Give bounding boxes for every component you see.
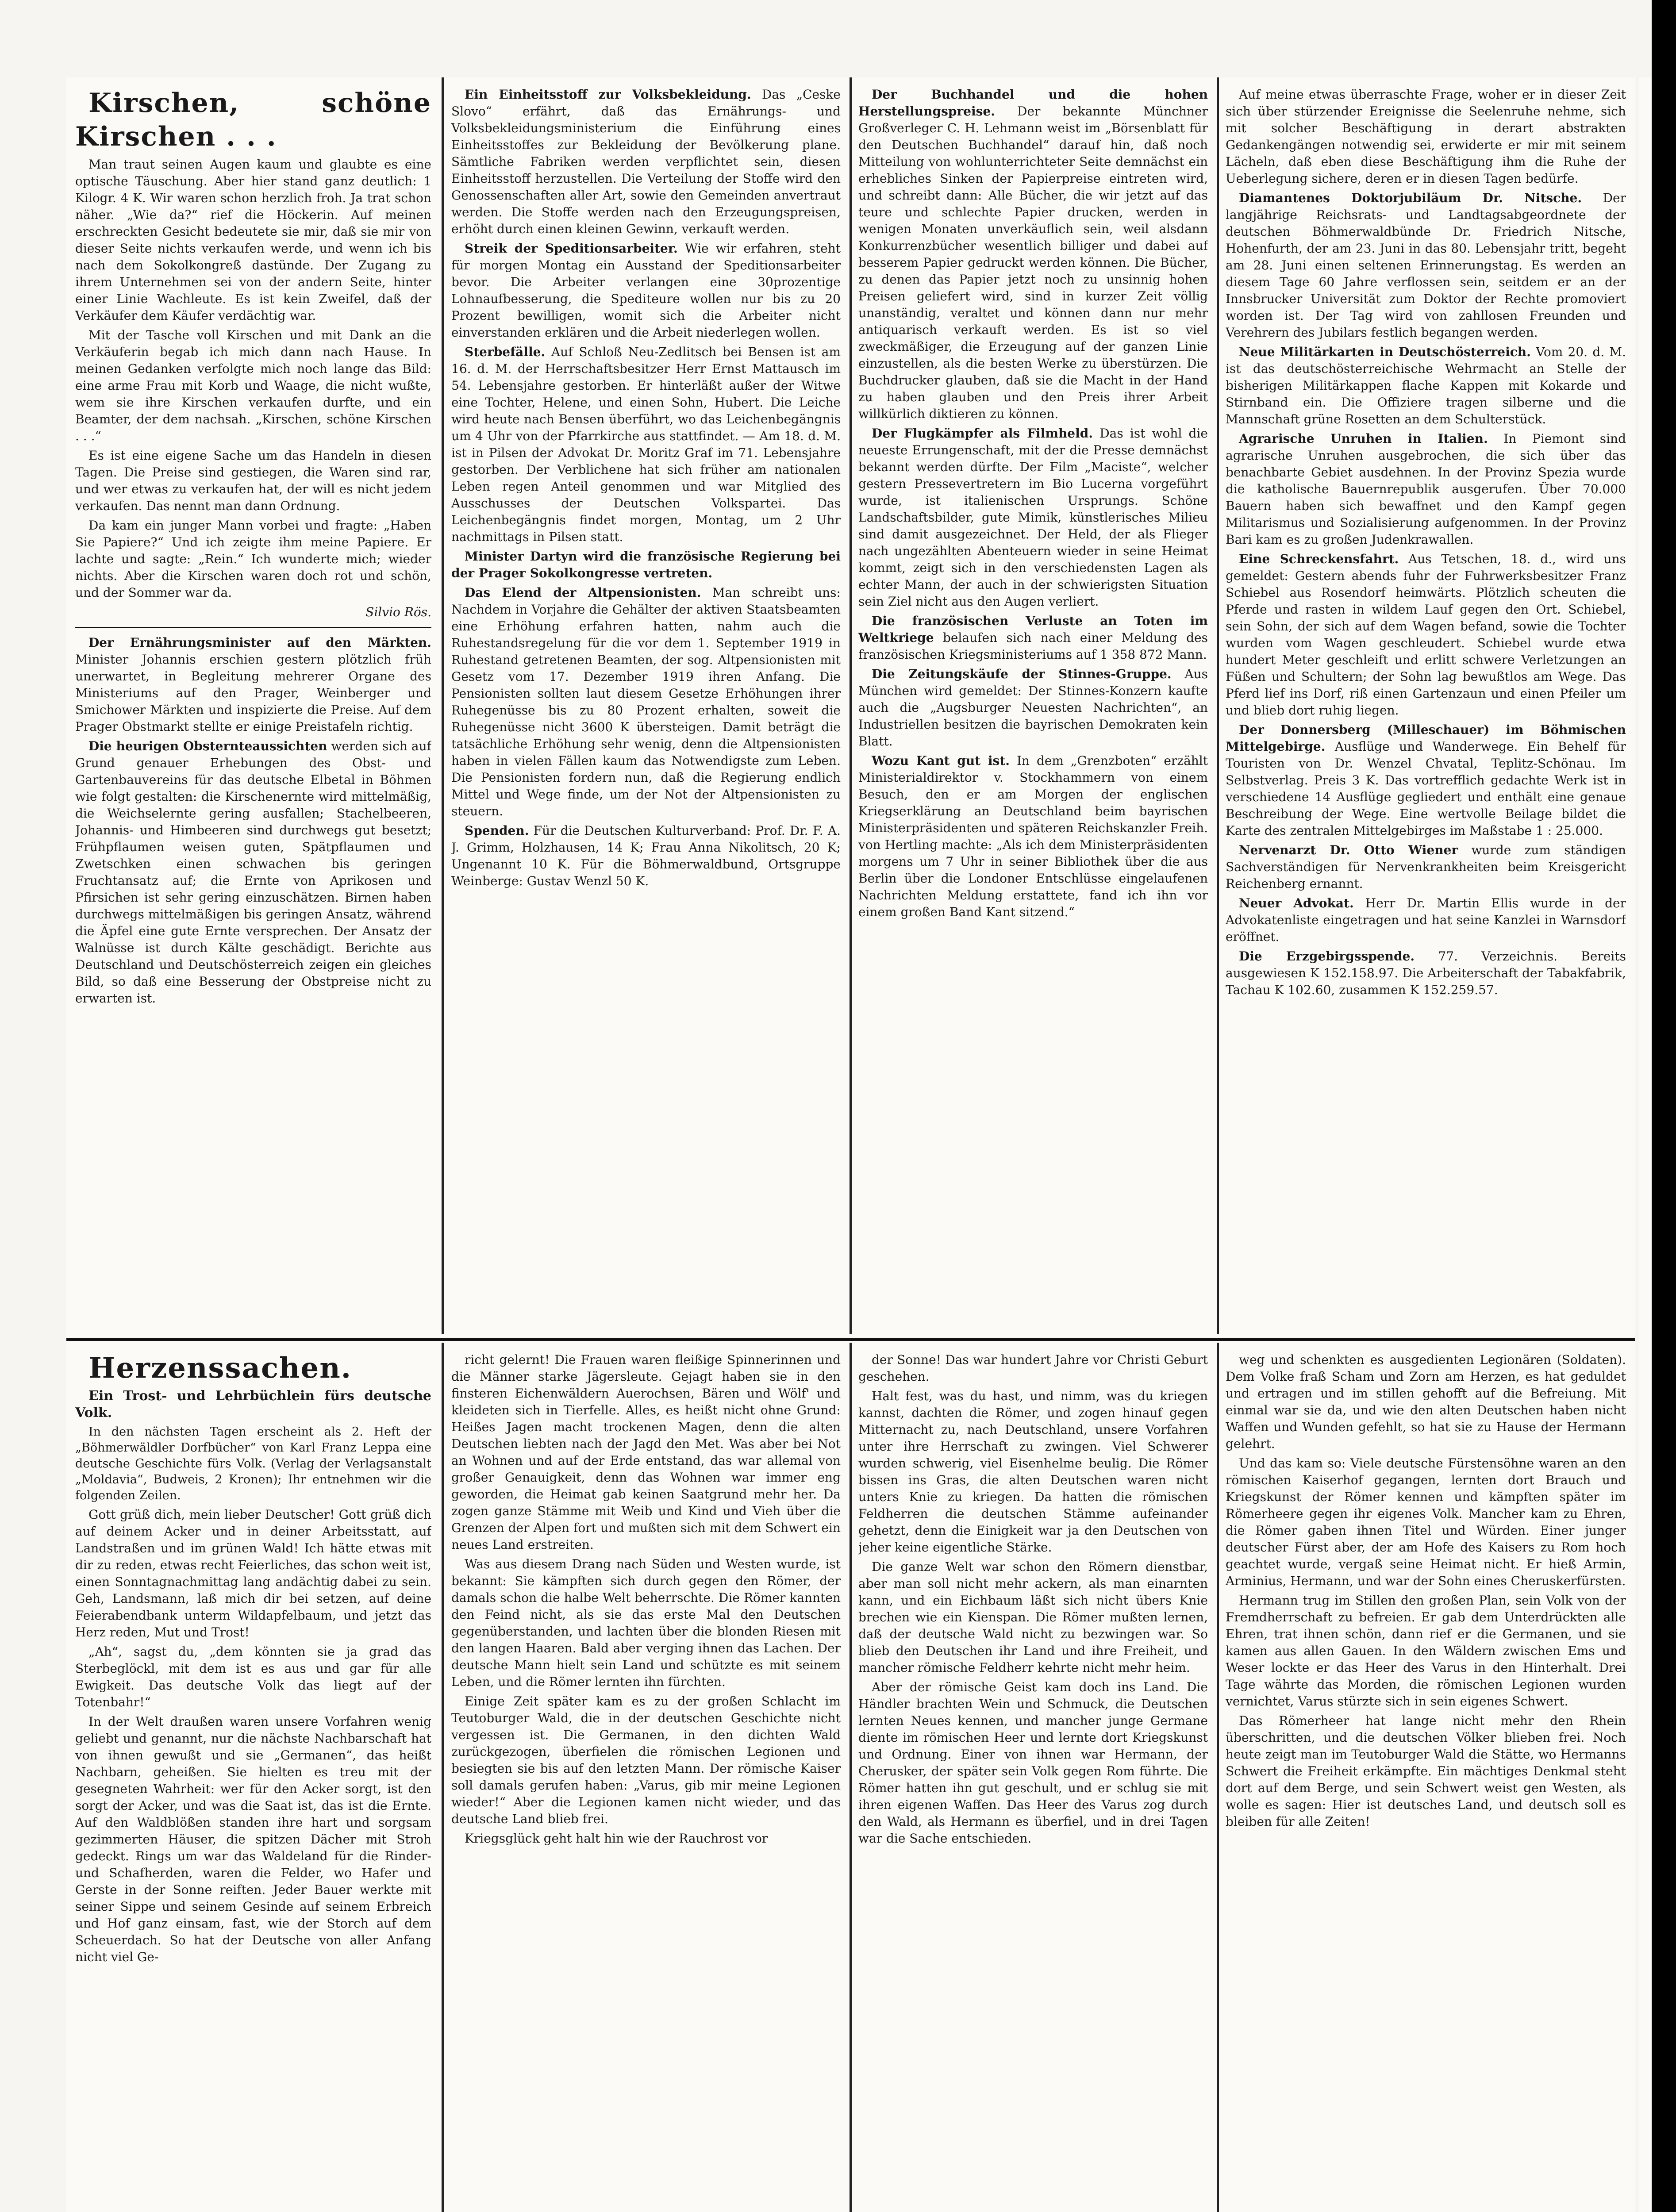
news-body: Der langjährige Reichsrats- und Landtagsabgeordnete der deutschen Böhmerwaldbünde Dr. Friedrich Nitsche, Hohenfurth, der am 23. Juni in das 80. Lebensjahr tritt, begeht am 28. Juni einen seltenen Erinnerungstag. Es werden an diesem Tage 60 Jahre verflossen sein, seitdem er an der Innsbrucker Universität zum Doktor der Rechte promoviert worden ist. Der Tag wird von zahllosen Freunden und Verehrern des Jubilars festlich begangen werden. <box>1226 191 1626 340</box>
news-body: Der bekannte Münchner Großverleger C. H. Lehmann weist im „Börsenblatt für den Deutschen Buchhandel“ darauf hin, daß noch Mitteilung von wohlunterrichteter Seite demnächst ein erhebliches Sinken der Papierpreise eintreten wird, und schreibt dann: Alle Bücher, die wir jetzt auf das teure und schlechte Papier drucken, werden in wenigen Monaten unverkäuflich sein, weil alsdann Konkurrenzbücher wesentlich billiger und dabei auf besserem Papier gedruckt werden können. Die Bücher, zu denen das Papier jetzt noch zu unsinnig hohen Preisen geliefert wird, sind in kurzer Zeit völlig unanständig, veraltet und können dann nur mehr antiquarisch verkauft werden. Es ist so viel zweckmäßiger, die Erzeugung auf der ganzen Linie einzustellen, als die besten Werke zu überstürzen. Die Buchdrucker glauben, daß sie die Macht in der Hand zu haben glauben und den Preis ihrer Arbeit willkürlich diktieren zu können. <box>858 104 1208 421</box>
article-paragraph: der Sonne! Das war hundert Jahre vor Christi Geburt geschehen. <box>858 1352 1208 1384</box>
top-column-3 <box>858 86 1208 1329</box>
bottom-column-2 <box>451 1352 841 2212</box>
article-divider <box>75 627 431 628</box>
article-paragraph: Aber der römische Geist kam doch ins Land. Die Händler brachten Wein und Schmuck, die Deutschen lernten Neues kennen, und mancher junge Germane diente im römischen Heer und lernte dort Kriegskunst und Ordnung. Einer von ihnen war Hermann, der Cherusker, der später sein Volk gegen Rom führte. Die Römer hatten ihn gut geschult, und er schlug sie mit ihren eigenen Waffen. Das Heer des Varus zog durch den Wald, als Hermann es überfiel, und in drei Tagen war die Sache entschieden. <box>858 1680 1208 1846</box>
news-title: Neue Militärkarten in Deutschösterreich. <box>1239 345 1531 359</box>
article-paragraph: Mit der Tasche voll Kirschen und mit Dank an die Verkäuferin begab ich mich dann nach Hause. In meinen Gedanken verfolgte mich noch lange das Bild: eine arme Frau mit Korb und Waage, die nicht wußte, wem sie ihre Kirschen verkaufen durfte, und ein Beamter, der dem nachsah. „Kirschen, schöne Kirschen . . .“ <box>75 328 431 443</box>
news-title: Das Elend der Altpensionisten. <box>465 585 701 600</box>
news-item <box>1226 842 1626 892</box>
news-body: Wie wir erfahren, steht für morgen Montag ein Ausstand der Speditionsarbeiter bevor. Die Arbeiter verlangen eine 30prozentige Lohnaufbesserung, die Spediteure wollen nur bis zu 20 Prozent bewilligen, womit sich die Arbeiter nicht einverstanden erklären und die Arbeit niederlegen wollen. <box>451 241 841 340</box>
news-body: Ausflüge und Wanderwege. Ein Behelf für Touristen von Dr. Wenzel Chvatal, Teplitz-Schönau. Im Selbstverlag. Preis 3 K. Das vortrefflich gedachte Werk ist in verschiedene 14 Ausflüge gegliedert und enthält eine genaue Beschreibung der Wege. Eine wertvolle Beilage bildet die Karte des zentralen Mittelgebirges im Maßstabe 1 : 25.000. <box>1226 739 1626 838</box>
news-item <box>1226 948 1626 998</box>
news-item <box>1226 190 1626 341</box>
article-title: Der Ernährungsminister auf den Märkten. <box>88 635 431 650</box>
news-item <box>451 548 841 582</box>
article-paragraph: „Ah“, sagst du, „dem könnten sie ja grad das Sterbeglöckl, mit dem ist es aus und gar für alle Ewigkeit. Das deutsche Volk das liegt auf der Totenbahr!“ <box>75 1644 431 1709</box>
headline-herzenssachen: Herzenssachen. <box>88 1352 352 1385</box>
article-signature: Silvio Rös. <box>365 605 431 619</box>
news-title: Die Erzgebirgsspende. <box>1239 949 1415 964</box>
article-paragraph: Das Römerheer hat lange nicht mehr den Rhein überschritten, und die deutschen Völker blieben frei. Noch heute zeigt man im Teutoburger Wald die Stätte, wo Hermanns Schwert die Freiheit erkämpfte. Ein mächtiges Denkmal steht dort auf dem Berge, und sein Schwert weist gen Westen, als wolle es sagen: Hier ist deutsches Land, und deutsch soll es bleiben für alle Zeiten! <box>1226 1713 1626 1829</box>
news-title: Diamantenes Doktorjubiläum Dr. Nitsche. <box>1239 191 1582 205</box>
news-title: Die Zeitungskäufe der Stinnes-Gruppe. <box>872 667 1172 681</box>
news-body: Das ist wohl die neueste Errungenschaft, mit der die Presse demnächst bekannt werden dürfte. Der Film „Maciste“, welcher gestern Pressevertretern im Bio Lucerna vorgeführt wurde, ist italienischen Ursprungs. Schöne Landschaftsbilder, gute Mimik, künstlerisches Milieu sind damit ausgezeichnet. Der Held, der als Flieger nach ungezählten Abenteuern wieder in seine Heimat kommt, zeigt sich in den verschiedensten Lagen als echter Mann, der auch in der schwierigsten Situation sein Ziel nicht aus den Augen verliert. <box>858 426 1208 609</box>
news-item <box>1226 344 1626 428</box>
news-item <box>1226 430 1626 548</box>
column-rule <box>442 1343 444 2212</box>
article-paragraph: Gott grüß dich, mein lieber Deutscher! Gott grüß dich auf deinem Acker und in deiner Arbeitsstatt, auf Landstraßen und im grünen Wald! Ich hätte etwas mit dir zu reden, etwas recht Feierliches, das schon weit ist, einen Sonntagnachmittag lang andächtig dabei zu sein. Geh, Landsmann, laß mich dir bei setzen, auf deine Feierabendbank unterm Wildapfelbaum, und jetzt das Herz reden, Mut und Trost! <box>75 1507 431 1640</box>
article-paragraph <box>75 738 431 1007</box>
article-body: Minister Johannis erschien gestern plötzlich früh unerwartet, in Begleitung mehrerer Organe des Ministeriums auf den Prager, Weinberger und Smichower Märkten und inspizierte die Preise. Auf dem Prager Obstmarkt stellte er einige Preistafeln richtig. <box>75 652 431 734</box>
article-title: Die heurigen Obsternteaussichten <box>88 739 327 753</box>
article-paragraph: weg und schenkten es ausgedienten Legionären (Soldaten). Dem Volke fraß Scham und Zorn am Herzen, es hat geduldet und ertragen und im stillen gehofft auf die Befreiung. Mit einmal war sie da, und wie den alten Deutschen haben nicht Waffen und Wunden gefehlt, so hat sie zu Hause der Hermann gelehrt. <box>1226 1352 1626 1451</box>
news-item <box>858 666 1208 750</box>
news-item <box>1226 86 1626 187</box>
article-body: werden sich auf Grund genauer Erhebungen des Obst- und Gartenbauvereins für das deutsche Elbetal in Böhmen wie folgt gestalten: die Kirschenernte wird mittelmäßig, die Weichselernte gering ausfallen; Stachelbeeren, Johannis- und Himbeeren sind durchwegs gut besetzt; Frühpflaumen weisen guten, Spätpflaumen und Zwetschken einen schwachen bis geringen Fruchtansatz auf; die Ernte von Aprikosen und Pfirsichen ist sehr gering einzuschätzen. Birnen haben durchwegs mittelmäßigen bis geringen Ansatz, während die Äpfel eine gute Ernte versprechen. Der Ansatz der Walnüsse ist durch Kälte geschädigt. Berichte aus Deutschland und Deutschösterreich zeigen ein gleiches Bild, so daß eine Besserung der Obstpreise nicht zu erwarten ist. <box>75 739 431 1006</box>
subheadline: Ein Trost- und Lehrbüchlein fürs deutsche Volk. <box>75 1388 431 1421</box>
news-item <box>451 344 841 545</box>
news-title: Ein Einheitsstoff zur Volksbekleidung. <box>465 87 751 102</box>
news-title: Neuer Advokat. <box>1239 896 1354 910</box>
article-paragraph: Kriegsglück geht halt hin wie der Rauchrost vor <box>465 1831 768 1846</box>
article-paragraph: Man traut seinen Augen kaum und glaubte es eine optische Täuschung. Aber hier stand ganz deutlich: 1 Kilogr. 4 K. Wir waren schon herzlich froh. Ja trat schon näher. „Wie da?“ rief die Höckerin. Auf meinen erschreckten Gesicht bedeutete sie mir, daß sie mir von dieser Seite nichts verkaufen werde, und wenn ich bis nach dem Sokolkongreß dastünde. Der Zugang zu ihrem Unternehmen sei von der andern Seite, hinter einer Linie Wachleute. Es ist kein Zweifel, daß der Verkäufer dem Käufer verdächtig war. <box>75 157 431 323</box>
news-title: Sterbefälle. <box>465 345 546 359</box>
bottom-column-4 <box>1226 1352 1626 2212</box>
news-title: Streik der Speditionsarbeiter. <box>465 241 678 256</box>
news-body: In dem „Grenzboten“ erzählt Ministerialdirektor v. Stockhammern von einem Besuch, den er am Morgen der englischen Kriegserklärung an Deutschland beim bayrischen Ministerpräsidenten und späteren Reichskanzler Freih. von Hertling machte: „Als ich dem Ministerpräsidenten morgens um 7 Uhr in seiner Bibliothek über die aus Berlin über die Londoner Entschlüsse eingelaufenen Nachrichten Meldung erstattete, fand ich ihn vor einem großen Band Kant sitzend.“ <box>858 753 1208 919</box>
news-item <box>858 753 1208 921</box>
news-body: Vom 20. d. M. ist das deutschösterreichische Wehrmacht an Stelle der bisherigen Militärkappen flache Kappen mit Kokarde und Stirnband ein. Die Offiziere tragen silberne und die Mannschaft grüne Rosetten an dem Schulterstück. <box>1226 345 1626 426</box>
news-body: Man schreibt uns: Nachdem in Vorjahre die Gehälter der aktiven Staatsbeamten eine Erhöhung erfahren hatten, nahm auch die Ruhestandsregelung für die vor dem 1. September 1919 in Ruhestand getretenen Beamten, der sog. Altpensionisten mit Gesetz vom 17. Dezember 1919 ihren Anfang. Die Pensionisten sollten laut diesem Gesetze Erhöhungen ihrer Ruhegenüsse bis zu 80 Prozent erhalten, soweit die Ruhegenüsse nicht 3600 K übersteigen. Damit beträgt die tatsächliche Erhöhung sehr wenig, denn die Altpensionisten haben in vielen Fällen kaum das Notwendigste zum Leben. Die Pensionisten fordern nun, daß die Regierung endlich Mittel und Wege finde, um der Not der Altpensionisten zu steuern. <box>451 585 841 818</box>
news-title: Wozu Kant gut ist. <box>872 753 1010 768</box>
news-item <box>858 613 1208 663</box>
news-item <box>1226 895 1626 945</box>
news-title: Der Flugkämpfer als Filmheld. <box>872 426 1093 441</box>
news-item <box>858 86 1208 422</box>
news-body: 77. Verzeichnis. Bereits ausgewiesen K 152.158.97. Die Arbeiterschaft der Tabakfabrik, Tachau K 102.60, zusammen K 152.259.57. <box>1226 949 1626 997</box>
newspaper-page <box>66 77 1635 2212</box>
news-body: Auf Schloß Neu-Zedlitsch bei Bensen ist am 16. d. M. der Herrschaftsbesitzer Herr Ernst Mattausch im 54. Lebensjahre gestorben. Er hinterläßt außer der Witwe eine Tochter, Helene, und einen Sohn, Hubert. Die Leiche wird heute nach Bensen überführt, wo das Leichenbegängnis um 4 Uhr von der Pfarrkirche aus stattfindet. — Am 18. d. M. ist in Pilsen der Advokat Dr. Moritz Graf im 71. Lebensjahre gestorben. Der Verblichene hat sich früher am nationalen Leben regen Anteil genommen und war Mitglied des Ausschusses der Deutschen Volkspartei. Das Leichenbegängnis findet morgen, Montag, um 2 Uhr nachmittags in Pilsen statt. <box>451 345 841 544</box>
section-divider <box>66 1338 1635 1341</box>
news-item <box>451 86 841 238</box>
article-paragraph: Einige Zeit später kam es zu der großen Schlacht im Teutoburger Wald, die in der deutschen Geschichte nicht vergessen ist. Die Germanen, in den dichten Wald zurückgezogen, überfielen die römischen Legionen und besiegten sie bis auf den letzten Mann. Der römische Kaiser soll damals gerufen haben: „Varus, gib mir meine Legionen wieder!“ Aber die Legionen kamen nicht wieder, und das deutsche Land blieb frei. <box>451 1694 841 1826</box>
article-paragraph: Da kam ein junger Mann vorbei und fragte: „Haben Sie Papiere?“ Und ich zeigte ihm meine Papiere. Er lachte und sagte: „Rein.“ Ich wunderte mich; wieder nichts. Aber die Kirschen waren doch rot und schön, und der Sommer war da. <box>75 518 431 600</box>
top-column-4 <box>1226 86 1626 1329</box>
article-paragraph: Was aus diesem Drang nach Süden und Westen wurde, ist bekannt: Sie kämpften sich durch gegen den Römer, der damals schon die halbe Welt beherrschte. Die Römer kannten den Feind nicht, als sie das erste Mal den Deutschen gegenüberstanden, und lachten über die blonden Riesen mit den langen Haaren. Bald aber verging ihnen das Lachen. Der deutsche Mann hielt sein Land und schützte es mit seinem Leben, und die Römer lernten ihn fürchten. <box>451 1557 841 1689</box>
article-paragraph: Es ist eine eigene Sache um das Handeln in diesen Tagen. Die Preise sind gestiegen, die Waren sind rar, und wer etwas zu verkaufen hat, der will es nicht jedem verkaufen. Das nennt man dann Ordnung. <box>75 448 431 513</box>
article-paragraph <box>75 634 431 735</box>
news-item <box>451 822 841 890</box>
news-body: Auf meine etwas überraschte Frage, woher er in dieser Zeit sich über stürzender Ereignisse die Seelenruhe nehme, sich mit solcher Beschäftigung in derart abstrakten Gedankengängen notwendig sei, erwiderte er mir mit seinem Lächeln, daß eben diese Beschäftigung ihm die Ruhe der Ueberlegung sichere, deren er in diesen Tagen bedürfe. <box>1226 87 1626 186</box>
intro-note: In den nächsten Tagen erscheint als 2. Heft der „Böhmerwäldler Dorfbücher“ von Karl Franz Leppa eine deutsche Geschichte fürs Volk. (Verlag der Verlagsanstalt „Moldavia“, Budweis, 2 Kronen); Ihr entnehmen wir die folgenden Zeilen. <box>75 1425 431 1502</box>
news-item <box>1226 551 1626 719</box>
news-body: In Piemont sind agrarische Unruhen ausgebrochen, die sich über das benachbarte Gebiet ausdehnen. In der Provinz Spezia wurde die katholische Bauernrepublik ausgerufen. Über 70.000 Bauern haben sich bewaffnet und den Kampf gegen Militarismus und Sozialisierung aufgenommen. In der Provinz Bari kam es zu großen Judenkrawallen. <box>1226 431 1626 547</box>
news-item <box>451 584 841 820</box>
page-edge-shadow <box>1652 0 1676 2212</box>
news-title: Der Donnersberg (Milleschauer) im Böhmischen Mittelgebirge. <box>1226 722 1626 754</box>
article-paragraph: In der Welt draußen waren unsere Vorfahren wenig geliebt und genannt, nur die nächste Nachbarschaft hat von ihnen gewußt und sie „Germanen“, das heißt Nachbarn, geheißen. Sie hielten es treu mit der gesegneten Wahrheit: wer für den Acker sorgt, ist den sorgt der Acker, und was die Saat ist, das ist die Ernte. Auf den Waldblößen standen ihre hart und sorgsam gezimmerten Häuser, die spitzen Dächer mit Stroh gedeckt. Rings um war das Waldeland für die Rinder- und Schafherden, waren die Felder, wo Hafer und Gerste in der Sonne reiften. Jeder Bauer werkte mit seiner Sippe und seinem Gesinde auf seinem Erbreich und Hof ganz einsam, fast, wie der Storch auf dem Scheuerdach. So hat der Deutsche von aller Anfang nicht viel Ge- <box>75 1714 431 1964</box>
top-column-1 <box>75 86 431 1329</box>
news-title: Eine Schreckensfahrt. <box>1239 552 1399 566</box>
news-body: Herr Dr. Martin Ellis wurde in der Advokatenliste eingetragen und hat seine Kanzlei in Warnsdorf eröffnet. <box>1226 896 1626 944</box>
column-rule <box>1217 1343 1219 2212</box>
column-rule <box>850 1343 852 2212</box>
news-title: Nervenarzt Dr. Otto Wiener <box>1239 843 1458 857</box>
news-title: Die französischen Verluste an Toten im Weltkriege <box>858 614 1208 645</box>
adjacent-page-fragment <box>1639 77 1653 2212</box>
news-body: Aus Tetschen, 18. d., wird uns gemeldet: Gestern abends fuhr der Fuhrwerksbesitzer Franz Schiebel aus Rosendorf heimwärts. Plötzlich scheuten die Pferde und rasten in wildem Lauf gegen den Ort. Schiebel, sein Sohn, der sich auf dem Wagen befand, sowie die Tochter wurden vom Wagen geschleudert. Schiebel wurde etwa hundert Meter geschleift und erlitt schwere Verletzungen an Füßen und Schultern; der Sohn lag bewußtlos am Wege. Das Pferd lief ins Dorf, riß einen Gartenzaun und einen Pfeiler um und blieb dort ruhig liegen. <box>1226 552 1626 718</box>
article-paragraph: Die ganze Welt war schon den Römern dienstbar, aber man soll nicht mehr ackern, als man einarnten kann, und ein Eichbaum läßt sich nicht übers Knie brechen wie ein Kienspan. Die Römer mußten lernen, daß der deutsche Wald nicht zu bezwingen war. So blieb den Deutschen ihr Land und ihre Freiheit, und mancher römische Feldherr kehrte nicht mehr heim. <box>858 1559 1208 1675</box>
news-title: Der Buchhandel und die hohen Herstellungspreise. <box>858 87 1208 119</box>
article-paragraph: Halt fest, was du hast, und nimm, was du kriegen kannst, dachten die Römer, und zogen hinauf gegen Mitternacht zu, nach Deutschland, unsere Vorfahren unter ihre Herrschaft zu zwingen. Viel Schwerer wurden schwerig, viel Eisenhelme beulig. Die Römer bissen ins Gras, die alten Deutschen waren nicht unters Knie zu kriegen. Da hatten die römischen Feldherren die deutschen Stämme aufeinander gehetzt, denn die Einigkeit war ja den Deutschen von jeher keine eigentliche Stärke. <box>858 1389 1208 1555</box>
column-rule <box>1217 77 1219 1334</box>
bottom-column-3 <box>858 1352 1208 2212</box>
bottom-column-1 <box>75 1352 431 2212</box>
news-title: Spenden. <box>465 823 529 838</box>
headline-kirschen: Kirschen, schöne Kirschen . . . <box>75 88 431 152</box>
column-rule <box>442 77 444 1334</box>
news-item <box>1226 722 1626 839</box>
news-title: Minister Dartyn wird die französische Regierung bei der Prager Sokolkongresse vertreten. <box>451 549 841 580</box>
news-body: Aus München wird gemeldet: Der Stinnes-Konzern kaufte auch die „Augsburger Neuesten Nachrichten“, an Industriellen besitzen die bayrischen Demokraten kein Blatt. <box>858 667 1208 749</box>
news-body: Das „Ceske Slovo“ erfährt, daß das Ernährungs- und Volksbekleidungsministerium die Einführung eines Einheitsstoffes zur Bekleidung der Bevölkerung plane. Sämtliche Fabriken werden verpflichtet sein, diesen Einheitsstoff herzustellen. Die Verteilung der Stoffe wird den Genossenschaften aller Art, sowie den Gemeinden anvertraut werden. Die Stoffe werden nach den Erzeugungspreisen, erhöht durch einen kleinen Gewinn, verkauft werden. <box>451 87 841 236</box>
news-item <box>451 240 841 341</box>
news-body: wurde zum ständigen Sachverständigen für Nervenkrankheiten beim Kreisgericht Reichenberg ernannt. <box>1226 843 1626 891</box>
news-body: Für die Deutschen Kulturverband: Prof. Dr. F. A. J. Grimm, Holzhausen, 14 K; Frau Anna Nikolitsch, 20 K; Ungenannt 10 K. Für die Böhmerwaldbund, Ortsgruppe Weinberge: Gustav Wenzl 50 K. <box>451 823 841 888</box>
news-body: belaufen sich nach einer Meldung des französischen Kriegsministeriums auf 1 358 872 Mann. <box>858 630 1208 662</box>
article-paragraph: Und das kam so: Viele deutsche Fürstensöhne waren an den römischen Kaiserhof gegangen, lernten dort Brauch und Kriegskunst der Römer kennen und kämpften später im Römerheere gegen ihr eigenes Volk. Mancher kam zu Ehren, die Römer gaben ihnen Titel und Würden. Einer junger deutscher Fürst aber, der am Hofe des Kaisers zu Rom hoch geachtet wurde, vergaß seine Heimat nicht. Er hieß Armin, Arminius, Hermann, und war der Sohn eines Cheruskerfürsten. <box>1226 1456 1626 1588</box>
article-paragraph: richt gelernt! Die Frauen waren fleißige Spinnerinnen und die Männer starke Jägersleute. Gejagt haben sie in den finsteren Eichenwäldern Auerochsen, Bären und Wölf' und kleideten sich in Tierfelle. Alles, es heißt nicht ohne Grund: Heißes Jagen macht trockenen Magen, denn die alten Deutschen liebten nach der Jagd den Met. Was aber bei Not an Wohnen und auf der Erde entstand, das war allemal von großer Genauigkeit, denn das Wohnen war immer eng geworden, die Heimat gab keinen Saatgrund mehr her. Da zogen ganze Stämme mit Weib und Kind und Vieh über die Grenzen der Alpen fort und mußten sich mit dem Schwert ein neues Land erstreiten. <box>451 1352 841 1552</box>
column-rule <box>850 77 852 1334</box>
news-item <box>858 425 1208 610</box>
news-title: Agrarische Unruhen in Italien. <box>1239 431 1488 446</box>
article-paragraph: Hermann trug im Stillen den großen Plan, sein Volk von der Fremdherrschaft zu befreien. Er gab dem Unterdrückten alle Ehren, trat ihnen schön, dann rief er die Germanen, und sie kamen aus allen Gauen. In den Wäldern zwischen Ems und Weser lockte er das Heer des Varus in den Hinterhalt. Drei Tage währte das Morden, die römischen Legionen wurden vernichtet, Varus stürzte sich in sein eigenes Schwert. <box>1226 1593 1626 1709</box>
top-column-2 <box>451 86 841 1329</box>
